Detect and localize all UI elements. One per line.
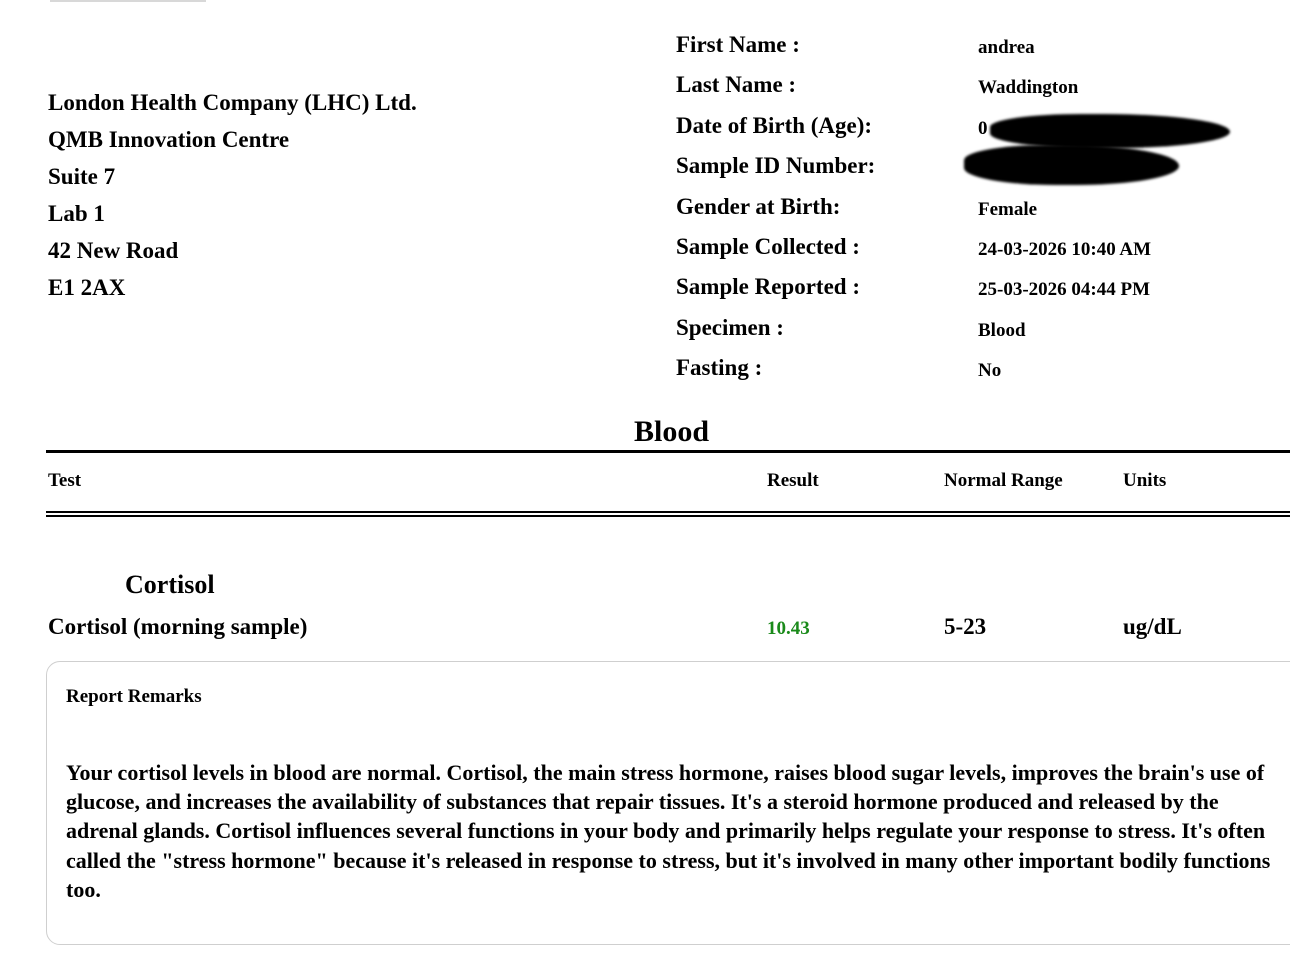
lab-address-block [48,84,417,306]
patient-sample-reported-row [676,272,1276,312]
field-value: 24-03-2026 10:40 AM [978,238,1152,260]
field-label: First Name : [676,32,800,57]
patient-gender-row [676,192,1276,232]
field-label: Date of Birth (Age): [676,112,873,138]
field-label: Last Name : [676,72,797,98]
patient-last-name-row [676,70,1276,110]
field-value: No [978,360,1002,382]
field-label: Specimen : [676,314,784,340]
patient-sample-collected-row [676,232,1276,272]
remarks-body: Your cortisol levels in blood are normal. Cortisol, the main stress hormone, raises blood sugar levels, improves the brain's use of glucose, and increases the availability of substances that repair tissues. It's a steroid hormone produced and released by the adrenal glands. Cortisol influences several functions in your body and primarily helps regulate your response to stress. It's often called the "stress hormone" because it's released in response to stress, but it's involved in many other important bodily functions too. [66,760,1271,902]
test-group-title: Cortisol [125,570,215,599]
test-units: ug/dL [1123,614,1182,639]
field-label: Sample Collected : [676,233,860,259]
field-label: Sample Reported : [676,274,860,300]
lab-address-line: 42 New Road [48,238,179,263]
remarks-title: Report Remarks [66,686,202,707]
column-header-normal-range: Normal Range [944,470,1063,491]
field-value: 0 [978,117,988,139]
patient-dob-row [676,111,1276,151]
test-normal-range: 5-23 [944,614,987,639]
report-remarks-box [46,661,1290,945]
lab-postcode: E1 2AX [48,275,126,300]
test-result-value: 10.43 [767,618,810,639]
field-value: Female [978,198,1038,220]
field-value: andrea [978,37,1035,58]
field-label: Gender at Birth: [676,193,841,219]
table-header-double-rule [46,511,1290,517]
lab-address-line: Lab 1 [48,201,105,226]
top-divider-stub [50,0,206,2]
patient-details [676,30,1276,394]
patient-first-name-row [676,30,1276,70]
field-label: Sample ID Number: [676,153,876,179]
field-label: Fasting : [676,355,763,381]
column-header-units: Units [1123,470,1167,491]
redaction-mark [990,114,1230,148]
patient-sample-id-row [676,151,1276,191]
column-header-test: Test [48,470,82,491]
column-header-result: Result [767,470,819,491]
patient-specimen-row [676,313,1276,353]
field-value: 25-03-2026 04:44 PM [978,279,1151,301]
lab-address-line: QMB Innovation Centre [48,127,290,152]
lab-address-line: Suite 7 [48,164,116,189]
table-top-rule [46,450,1290,453]
field-value: Blood [978,319,1026,341]
redaction-mark [964,145,1179,185]
field-value: Waddington [978,77,1079,99]
test-name: Cortisol (morning sample) [48,614,308,639]
patient-fasting-row [676,353,1276,393]
lab-name: London Health Company (LHC) Ltd. [48,90,417,115]
section-title: Blood [634,415,710,448]
